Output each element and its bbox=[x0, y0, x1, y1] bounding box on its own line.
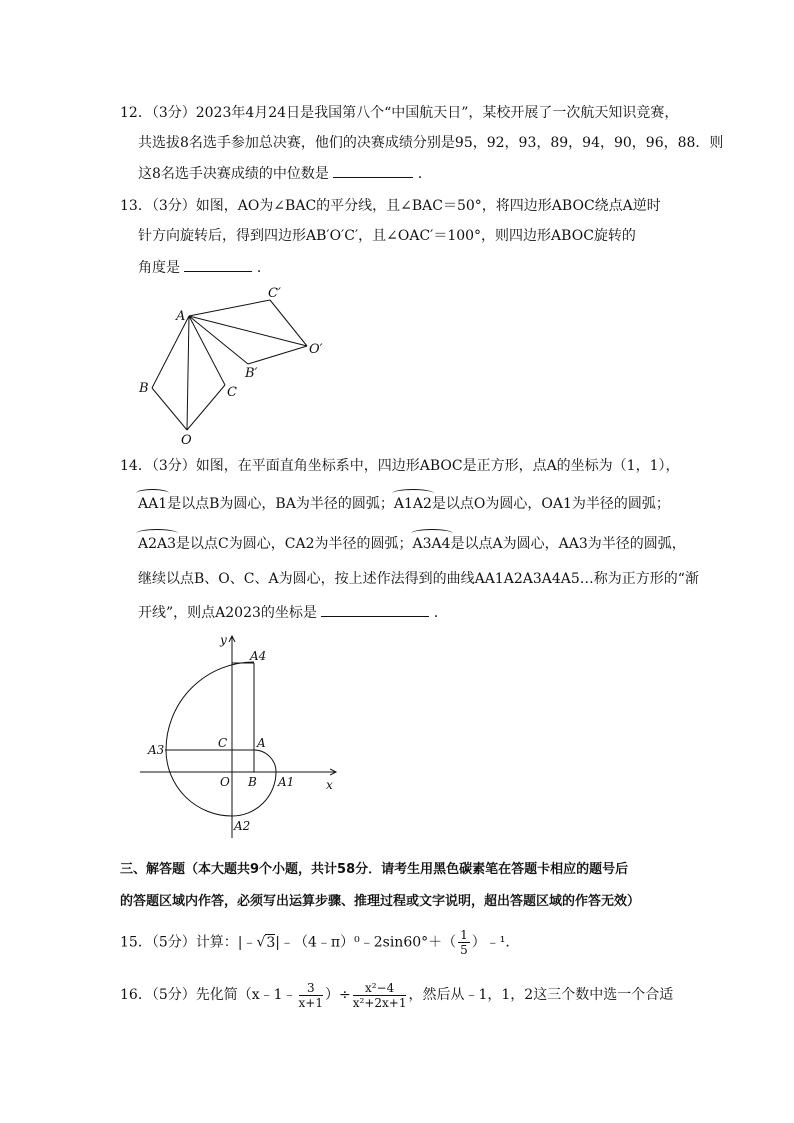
q14-line-1: 14．（3分）如图，在平面直角坐标系中，四边形ABOC是正方形，点A的坐标为（1，1）， bbox=[120, 458, 680, 474]
q16-fraction-1 bbox=[299, 981, 323, 1010]
q15-frac-den: 5 bbox=[460, 943, 468, 957]
q13-line-2: 针方向旋转后，得到四边形AB′O′C′，且∠OAC′＝100°，则四边形ABOC旋转的 bbox=[138, 228, 636, 244]
q16-f2-num: x²−4 bbox=[353, 981, 407, 996]
q12-line-3 bbox=[138, 163, 432, 184]
square-ABOC bbox=[232, 750, 254, 772]
label-C: C bbox=[218, 736, 228, 750]
sqrt-symbol: √ bbox=[256, 934, 266, 951]
q13-figure bbox=[130, 285, 330, 450]
segment-BO bbox=[152, 388, 187, 430]
q16-text-post: ，然后从﹣1，1，2这三个数中选一个合适 bbox=[408, 987, 674, 1003]
segment-AO bbox=[187, 316, 189, 430]
q15-text-pre: 15．（5分）计算：|﹣ bbox=[120, 934, 257, 951]
q14-line-3 bbox=[138, 531, 686, 554]
label-A1: A1 bbox=[278, 775, 295, 789]
segment-CpOp bbox=[270, 300, 307, 346]
q14-line-3-text-a: 是以点C为圆心，CA2为半径的圆弧； bbox=[176, 536, 413, 552]
label-A4: A4 bbox=[250, 649, 267, 663]
q16-fraction-2 bbox=[353, 981, 407, 1010]
segment-OpBp bbox=[248, 346, 307, 364]
q12-line-1: 12．（3分）2023年4月24日是我国第八个“中国航天日”，某校开展了一次航天知识竞赛， bbox=[120, 105, 679, 121]
label-A: A bbox=[176, 309, 186, 324]
q13-line-3 bbox=[138, 257, 271, 278]
arc-A1A2: A1A2 bbox=[394, 491, 432, 514]
q13-line-1: 13．（3分）如图，AO为∠BAC的平分线，且∠BAC＝50°，将四边形ABOC绕点A逆时 bbox=[120, 198, 661, 214]
q13-line-3-end: ． bbox=[256, 260, 271, 276]
q14-line-5-text: 开线”，则点A2023的坐标是 bbox=[138, 605, 317, 621]
q12-line-2: 共选拔8名选手参加总决赛，他们的决赛成绩分别是95，92，93，89，94，90，96，88．则 bbox=[138, 135, 724, 151]
q15-fraction bbox=[458, 928, 470, 957]
q15-frac-num: 1 bbox=[460, 928, 468, 942]
arc-A2A3: A2A3 bbox=[138, 531, 176, 554]
q16-text-mid: ）÷ bbox=[325, 987, 351, 1003]
label-C-prime: C′ bbox=[268, 286, 281, 301]
label-B: B bbox=[139, 381, 149, 396]
label-O-prime: O′ bbox=[309, 342, 323, 357]
q15-sqrt-radicand: 3 bbox=[266, 934, 276, 951]
q13-line-3-text: 角度是 bbox=[138, 260, 180, 276]
q16-line bbox=[120, 980, 673, 1010]
q16-f2-den: x²+2x+1 bbox=[352, 995, 407, 1010]
segment-CA bbox=[189, 316, 225, 385]
q15-text-post: ）﹣¹． bbox=[471, 934, 520, 951]
q14-line-4: 继续以点B、O、C、A为圆心，按上述作法得到的曲线AA1A2A3A4A5…称为正方形的“渐 bbox=[138, 571, 699, 587]
q14-line-5-end: ． bbox=[433, 605, 448, 621]
axis-label-y: y bbox=[220, 633, 227, 647]
q14-line-2-text-a: 是以点B为圆心，BA为半径的圆弧； bbox=[167, 496, 394, 512]
section3-line-1: 三、解答题（本大题共9个小题，共计58分．请考生用黑色碳素笔在答题卡相应的题号后 bbox=[120, 862, 629, 877]
q13-answer-blank bbox=[184, 257, 252, 272]
q16-f1-den: x+1 bbox=[298, 995, 323, 1010]
q14-line-2 bbox=[138, 491, 670, 514]
label-C: C bbox=[227, 385, 237, 400]
q14-answer-blank bbox=[321, 602, 429, 617]
label-B: B bbox=[248, 775, 257, 789]
q14-line-5 bbox=[138, 602, 448, 623]
q14-figure bbox=[135, 630, 345, 840]
axis-label-x: x bbox=[326, 778, 333, 792]
label-O: O bbox=[181, 433, 192, 448]
segment-ACp bbox=[189, 300, 270, 316]
q14-line-3-text-b: 是以点A为圆心，AA3为半径的圆弧， bbox=[450, 536, 686, 552]
label-B-prime: B′ bbox=[245, 366, 258, 381]
q15-line bbox=[120, 928, 519, 957]
segment-AB bbox=[152, 316, 189, 388]
q12-line-3-text: 这8名选手决赛成绩的中位数是 bbox=[138, 166, 329, 182]
section3-line-2: 的答题区域内作答，必须写出运算步骤、推理过程或文字说明，超出答题区域的作答无效） bbox=[120, 894, 641, 909]
arc-A3A4: A3A4 bbox=[413, 531, 451, 554]
label-A3: A3 bbox=[148, 743, 165, 757]
segment-OC bbox=[187, 385, 225, 430]
label-O: O bbox=[220, 775, 230, 789]
label-A2: A2 bbox=[234, 819, 251, 833]
label-A: A bbox=[257, 736, 266, 750]
q15-text-mid: |﹣（4﹣π）⁰﹣2sin60°＋（ bbox=[275, 934, 457, 951]
q14-line-2-text-b: 是以点O为圆心，OA1为半径的圆弧； bbox=[431, 496, 670, 512]
q12-answer-blank bbox=[333, 163, 413, 178]
q16-f1-num: 3 bbox=[299, 981, 323, 996]
q16-text-pre: 16．（5分）先化简（x﹣1﹣ bbox=[120, 987, 297, 1003]
q12-line-3-end: ． bbox=[417, 166, 432, 182]
arc-AA1: AA1 bbox=[138, 491, 167, 514]
